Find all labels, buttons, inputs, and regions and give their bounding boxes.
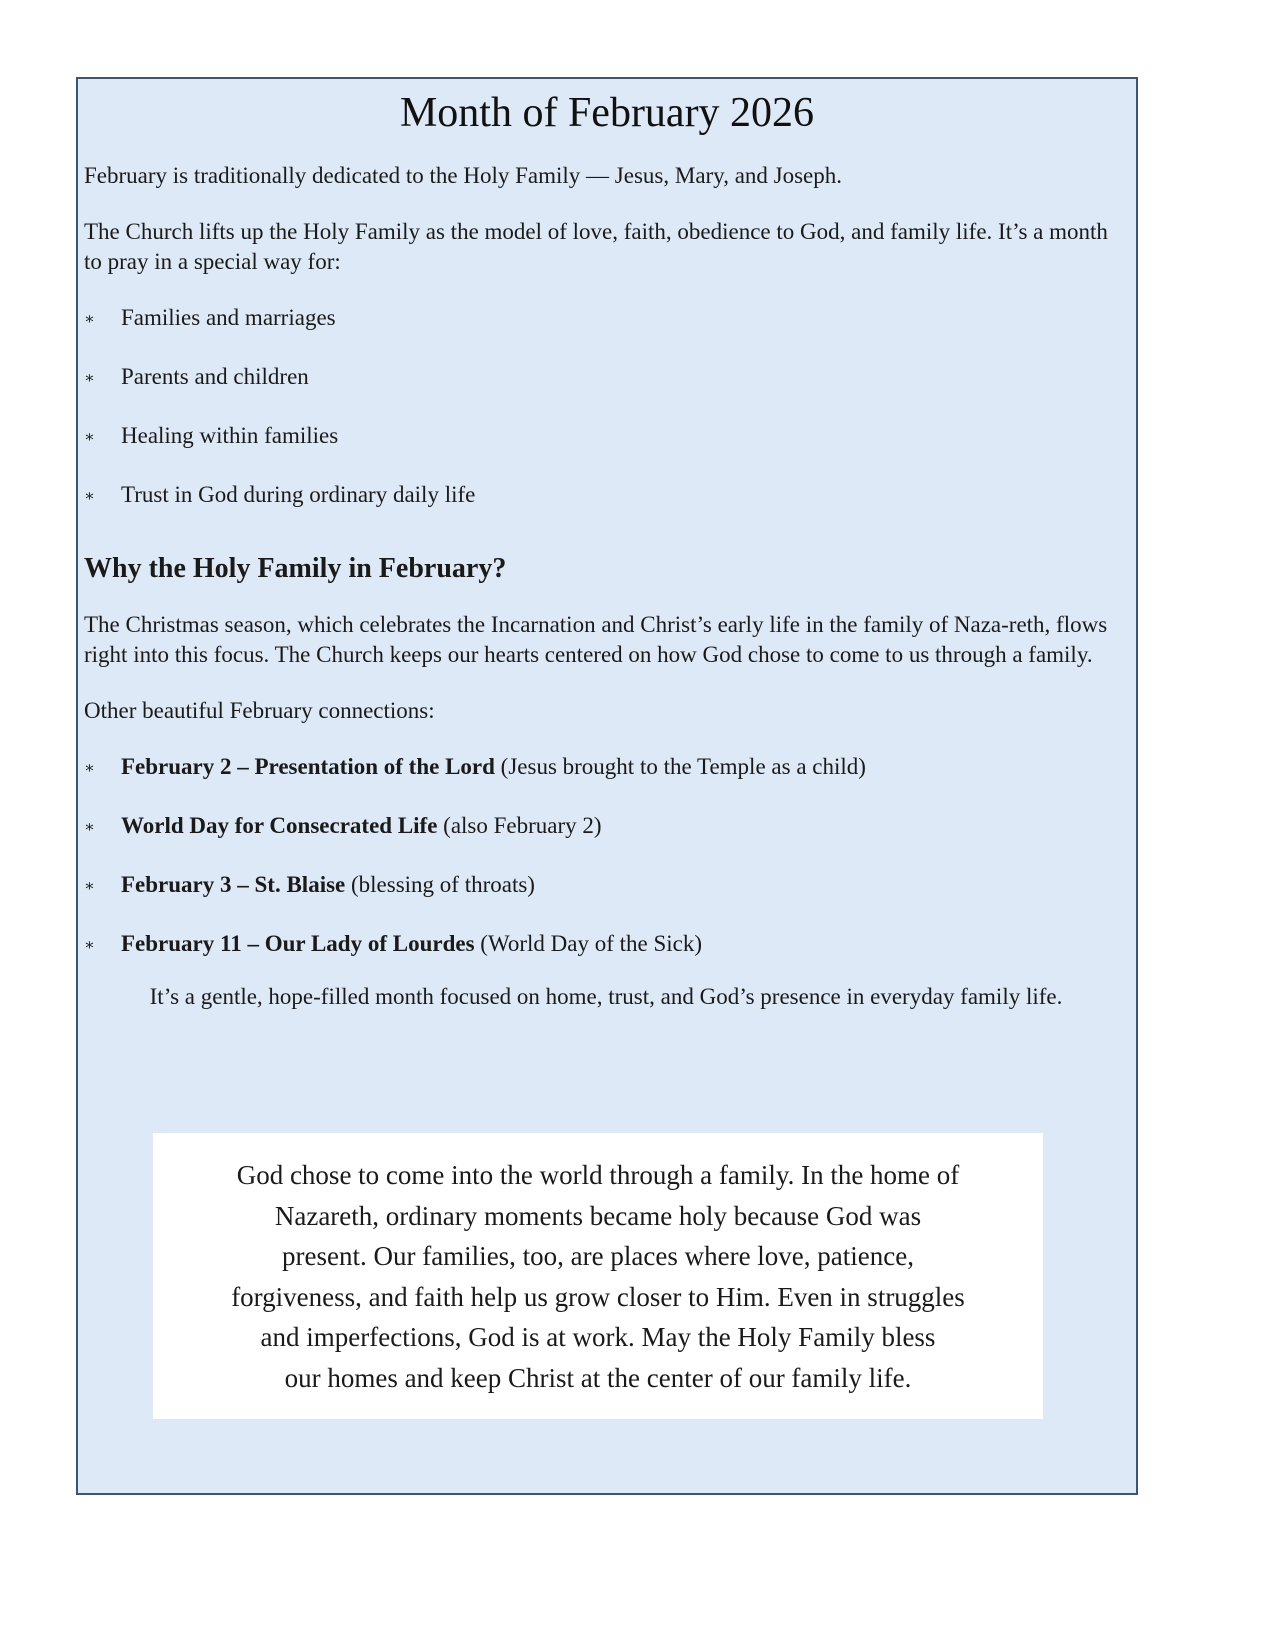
- model-paragraph: The Church lifts up the Holy Family as the model of love, faith, obedience to God, and family life. It’s a month to pray in a special way for:: [84, 219, 1108, 274]
- quote-line: God chose to come into the world through a family. In the home of: [236, 1160, 960, 1190]
- list-item: ∗ Healing within families: [84, 421, 1128, 451]
- bullet-icon: ∗: [84, 878, 95, 895]
- quote-line: Nazareth, ordinary moments became holy because God was: [274, 1200, 922, 1231]
- content-frame: [76, 77, 1138, 1495]
- quote-line: forgiveness, and faith help us grow closer to Him. Even in struggles: [231, 1281, 965, 1312]
- bullet-icon: ∗: [84, 429, 95, 446]
- bullet-icon: ∗: [84, 760, 95, 777]
- connections-list: [84, 752, 1128, 959]
- reflection-box: [153, 1133, 1043, 1419]
- bullet-icon: ∗: [84, 937, 95, 954]
- list-item: ∗ World Day for Consecrated Life (also February 2): [84, 811, 1128, 841]
- bullet-icon: ∗: [84, 370, 95, 387]
- list-item: ∗ Families and marriages: [84, 303, 1128, 333]
- prayer-list: [84, 303, 1128, 510]
- connections-intro: Other beautiful February connections:: [84, 698, 435, 723]
- list-item: ∗ Trust in God during ordinary daily life: [84, 480, 1128, 510]
- list-item: ∗ February 3 – St. Blaise (blessing of throats): [84, 870, 1128, 900]
- intro-paragraph: February is traditionally dedicated to the Holy Family — Jesus, Mary, and Joseph.: [84, 163, 843, 188]
- bullet-icon: ∗: [84, 819, 95, 836]
- body: [84, 161, 1128, 1038]
- bullet-icon: ∗: [84, 488, 95, 505]
- closing-paragraph: It’s a gentle, hope-filled month focused on home, trust, and God’s presence in everyday family life.: [149, 984, 1063, 1009]
- list-item: ∗ February 2 – Presentation of the Lord (Jesus brought to the Temple as a child): [84, 752, 1128, 782]
- list-item: ∗ Parents and children: [84, 362, 1128, 392]
- quote-line: present. Our families, too, are places where love, patience,: [282, 1241, 914, 1271]
- page-title: Month of February 2026: [399, 90, 815, 136]
- quote-line: and imperfections, God is at work. May the Holy Family bless: [260, 1322, 936, 1352]
- christmas-paragraph: The Christmas season, which celebrates the Incarnation and Christ’s early life in the family of Naza-reth, flows right into this focus. The Church keeps our hearts centered on how God chose to come to us through a family.: [84, 612, 1108, 667]
- quote-line: our homes and keep Christ at the center of our family life.: [284, 1362, 912, 1393]
- bullet-icon: ∗: [84, 311, 95, 328]
- section-heading: Why the Holy Family in February?: [84, 553, 507, 584]
- list-item: ∗ February 11 – Our Lady of Lourdes (World Day of the Sick): [84, 929, 1128, 959]
